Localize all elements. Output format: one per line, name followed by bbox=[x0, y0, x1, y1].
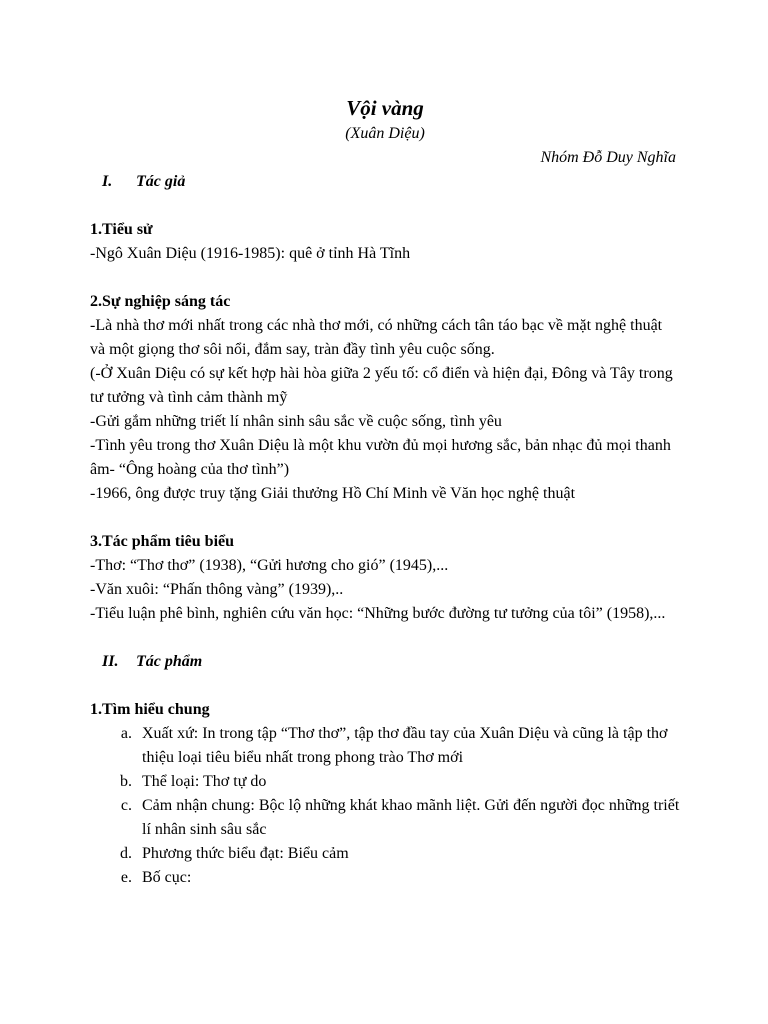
paragraph: -Là nhà thơ mới nhất trong các nhà thơ mới, có những cách tân táo bạc về mặt nghệ thuật và một giọng thơ sôi nổi, đắm say, tràn đầy tình yêu cuộc sống. bbox=[90, 317, 663, 358]
paragraph: -Văn xuôi: “Phấn thông vàng” (1939),.. bbox=[90, 581, 344, 598]
subheading-works: 3.Tác phẩm tiêu biểu bbox=[90, 533, 235, 550]
subheading-biography: 1.Tiểu sử bbox=[90, 221, 153, 238]
document-title: Vội vàng bbox=[346, 96, 424, 120]
section-number: II. bbox=[102, 653, 119, 670]
list-item: e. Bố cục: bbox=[136, 866, 680, 890]
overview-list bbox=[90, 722, 680, 890]
list-item: d. Phương thức biểu đạt: Biểu cảm bbox=[136, 842, 680, 866]
list-item: c. Cảm nhận chung: Bộc lộ những khát khao mãnh liệt. Gửi đến người đọc những triết lí nhân sinh sâu sắc bbox=[136, 794, 680, 842]
document-subtitle: (Xuân Diệu) bbox=[345, 125, 425, 142]
section-label: Tác giả bbox=[136, 173, 186, 190]
list-item: a. Xuất xứ: In trong tập “Thơ thơ”, tập thơ đầu tay của Xuân Diệu và cũng là tập thơ thiệu loại tiêu biểu nhất trong phong trào Thơ mới bbox=[136, 722, 680, 770]
document-page bbox=[90, 94, 680, 890]
section-heading-work bbox=[90, 650, 680, 674]
subheading-career: 2.Sự nghiệp sáng tác bbox=[90, 293, 231, 310]
paragraph: -Thơ: “Thơ thơ” (1938), “Gửi hương cho gió” (1945),... bbox=[90, 557, 449, 574]
section-heading-author bbox=[90, 170, 680, 194]
paragraph: -Gửi gắm những triết lí nhân sinh sâu sắc về cuộc sống, tình yêu bbox=[90, 413, 502, 430]
section-number: I. bbox=[102, 173, 113, 190]
paragraph: -Tình yêu trong thơ Xuân Diệu là một khu vườn đủ mọi hương sắc, bản nhạc đủ mọi thanh âm- “Ông hoàng của thơ tình”) bbox=[90, 437, 671, 478]
author-group: Nhóm Đỗ Duy Nghĩa bbox=[540, 149, 676, 166]
paragraph: -Ngô Xuân Diệu (1916-1985): quê ở tỉnh Hà Tĩnh bbox=[90, 245, 411, 262]
section-label: Tác phẩm bbox=[136, 653, 203, 670]
paragraph: (-Ở Xuân Diệu có sự kết hợp hài hòa giữa 2 yếu tố: cổ điển và hiện đại, Đông và Tây trong tư tưởng và tình cảm thành mỹ bbox=[90, 365, 673, 406]
subheading-overview: 1.Tìm hiểu chung bbox=[90, 701, 210, 718]
paragraph: -Tiểu luận phê bình, nghiên cứu văn học: “Những bước đường tư tưởng của tôi” (1958),... bbox=[90, 605, 666, 622]
paragraph: -1966, ông được truy tặng Giải thưởng Hồ Chí Minh về Văn học nghệ thuật bbox=[90, 485, 576, 502]
list-item: b. Thể loại: Thơ tự do bbox=[136, 770, 680, 794]
